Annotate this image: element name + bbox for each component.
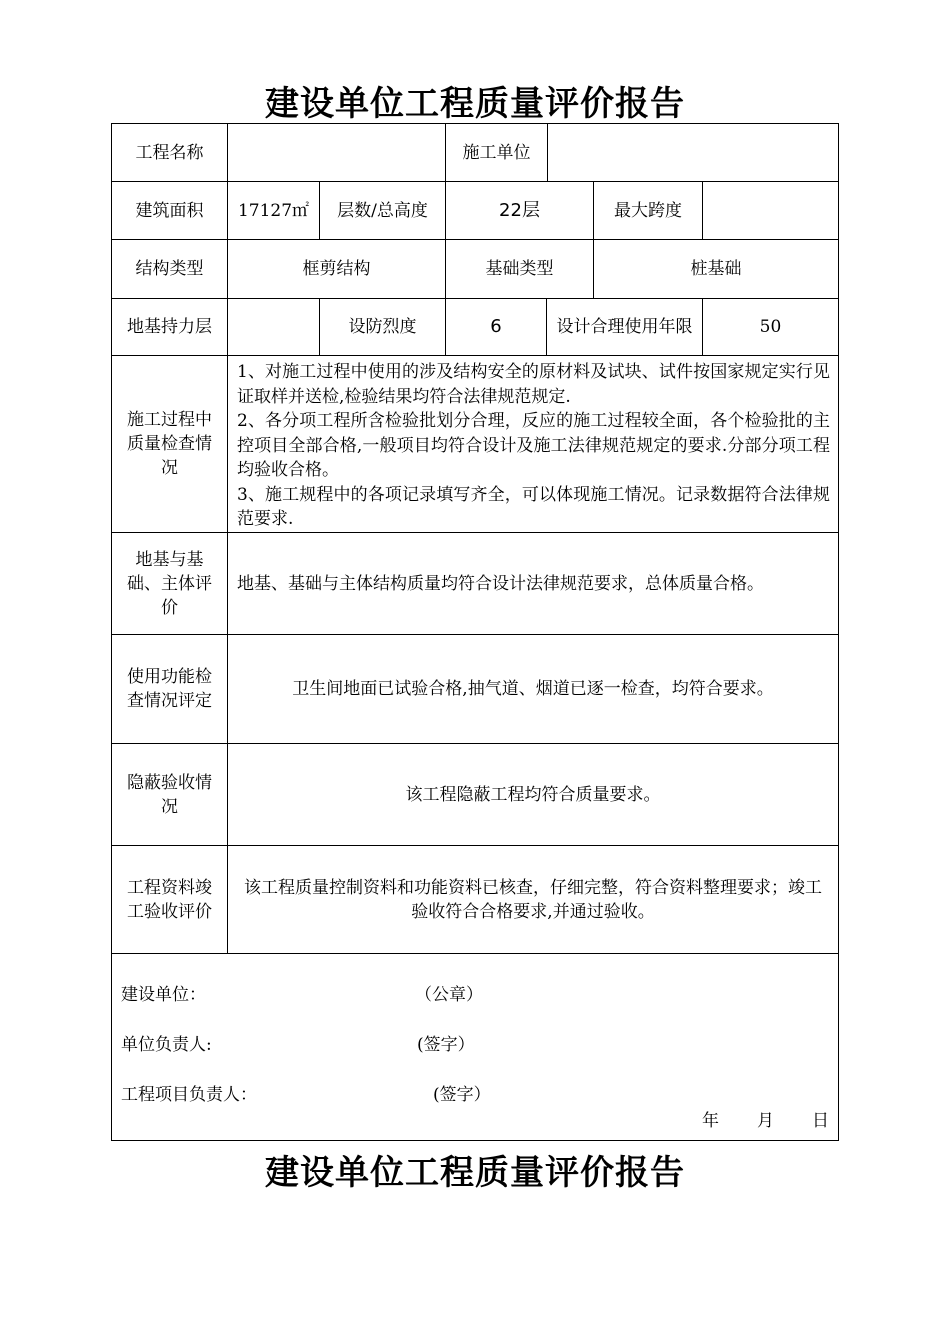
label-process-inspection: 施工过程中质量检查情况 [112, 356, 228, 533]
page-title-repeat: 建设单位工程质量评价报告 [265, 1153, 685, 1193]
inspection-item-1: 1、对施工过程中使用的涉及结构安全的原材料及试块、试件按国家规定实行见证取样并送检,检验结果均符合法律规范规定. [237, 362, 830, 407]
label-documents-evaluation: 工程资料竣工验收评价 [112, 846, 228, 954]
label-building-area: 建筑面积 [112, 182, 228, 240]
value-construction-unit [548, 124, 838, 182]
inspection-item-2: 2、各分项工程所含检验批划分合理，反应的施工过程较全面，各个检验批的主控项目全部合格,一般项目均符合设计及施工法律规范规定的要求.分部分项工程均验收合格。 [237, 411, 830, 480]
project-manager-label: 工程项目负责人： [121, 1085, 257, 1105]
label-design-life: 设计合理使用年限 [547, 299, 703, 356]
builder-unit-label: 建设单位： [121, 985, 206, 1005]
value-structure-type: 框剪结构 [228, 240, 446, 299]
evaluation-form [111, 123, 839, 1141]
inspection-item-3: 3、施工规程中的各项记录填写齐全，可以体现施工情况。记录数据符合法律规范要求. [237, 484, 830, 529]
label-foundation-evaluation: 地基与基础、主体评价 [112, 533, 228, 635]
date-year: 年 [702, 1111, 719, 1131]
function-check-text: 卫生间地面已试验合格,抽气道、烟道已逐一检查，均符合要求。 [228, 635, 838, 744]
label-max-span: 最大跨度 [594, 182, 703, 240]
value-project-name [228, 124, 446, 182]
value-building-area: 17127㎡ [228, 182, 320, 240]
hidden-acceptance-text: 该工程隐蔽工程均符合质量要求。 [228, 744, 838, 846]
label-foundation-type: 基础类型 [446, 240, 594, 299]
official-seal-mark: （公章） [415, 985, 483, 1005]
label-function-check: 使用功能检查情况评定 [112, 635, 228, 744]
value-max-span [703, 182, 838, 240]
label-project-name: 工程名称 [112, 124, 228, 182]
date-month: 月 [757, 1111, 774, 1131]
label-hidden-acceptance: 隐蔽验收情况 [112, 744, 228, 846]
process-inspection-text [228, 356, 838, 533]
value-seismic-intensity: 6 [446, 299, 547, 356]
pm-signature-mark: (签字） [433, 1085, 491, 1105]
label-construction-unit: 施工单位 [446, 124, 548, 182]
label-seismic-intensity: 设防烈度 [320, 299, 446, 356]
label-bearing-layer: 地基持力层 [112, 299, 228, 356]
label-structure-type: 结构类型 [112, 240, 228, 299]
page-title: 建设单位工程质量评价报告 [265, 84, 685, 124]
leader-signature-mark: (签字） [417, 1035, 475, 1055]
value-floors-height: 22层 [446, 182, 594, 240]
label-floors-height: 层数/总高度 [320, 182, 446, 240]
value-design-life: 50 [703, 299, 838, 356]
foundation-evaluation-text: 地基、基础与主体结构质量均符合设计法律规范要求，总体质量合格。 [228, 533, 838, 635]
unit-leader-label: 单位负责人: [121, 1035, 212, 1055]
date-day: 日 [812, 1111, 829, 1131]
documents-evaluation-text: 该工程质量控制资料和功能资料已核查，仔细完整，符合资料整理要求；竣工验收符合合格要求,并通过验收。 [228, 846, 838, 954]
value-foundation-type: 桩基础 [594, 240, 838, 299]
value-bearing-layer [228, 299, 320, 356]
